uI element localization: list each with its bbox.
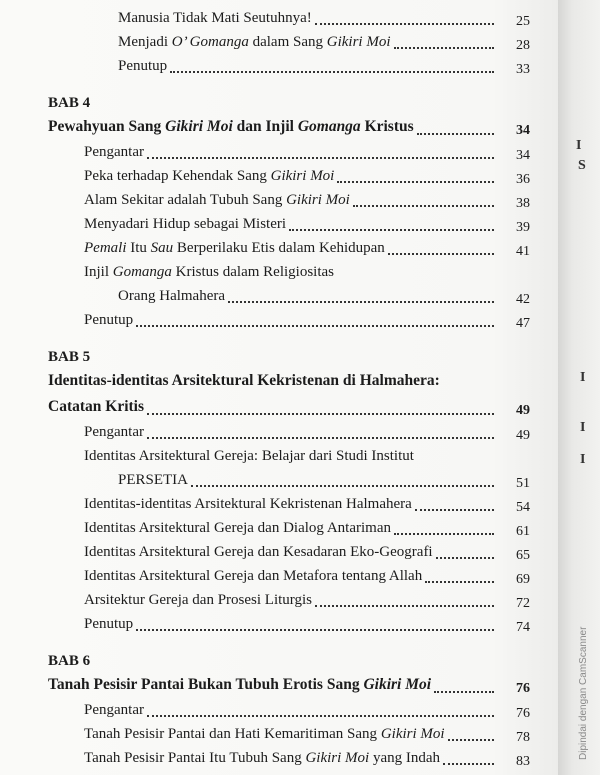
entry-title (48, 672, 431, 698)
dot-leader (394, 533, 494, 535)
entry-title (84, 164, 334, 188)
italic-term: Pemali (84, 240, 127, 256)
entry-title (84, 212, 286, 236)
dot-leader (147, 157, 494, 159)
page-number: 72 (516, 596, 530, 611)
toc-entry[interactable] (48, 164, 530, 188)
dot-leader (315, 605, 494, 607)
toc-entry[interactable] (48, 564, 530, 588)
entry-title (48, 368, 440, 394)
entry-title (84, 492, 412, 516)
page-number: 28 (516, 38, 530, 53)
text-run: Identitas-identitas Arsitektural Kekristenan Halmahera (84, 496, 412, 512)
text-run: Peka terhadap Kehendak Sang (84, 168, 271, 184)
page-number: 34 (516, 148, 530, 163)
italic-term: O’ Gomanga (171, 34, 249, 50)
page-number: 49 (516, 428, 530, 443)
entry-title (84, 746, 440, 770)
dot-leader (337, 181, 494, 183)
entry-title (84, 698, 144, 722)
dot-leader (434, 691, 494, 693)
text-run: yang Indah (369, 750, 441, 766)
entry-title (118, 284, 225, 308)
italic-term: Gomanga (297, 118, 361, 135)
text-run: Penutup (84, 312, 134, 328)
toc-entry[interactable] (48, 540, 530, 564)
toc-entry[interactable] (48, 444, 530, 468)
text-run: Manusia Tidak Mati Seutuhnya! (118, 10, 312, 26)
page-number: 39 (516, 220, 530, 235)
text-run: Menjadi (118, 34, 172, 50)
text-run: Identitas Arsitektural Gereja dan Kesadaran Eko-Geografi (84, 544, 433, 560)
page-number: 33 (516, 62, 530, 77)
chapter-title[interactable] (48, 368, 530, 394)
edge-mark: I (576, 138, 582, 153)
dot-leader (191, 485, 494, 487)
entry-title (84, 188, 350, 212)
page-number: 76 (516, 706, 530, 721)
text-run: Tanah Pesisir Pantai dan Hati Kemaritiman Sang (84, 726, 381, 742)
text-run: Pengantar (84, 702, 144, 718)
page-number: 34 (516, 123, 530, 138)
toc-entry[interactable] (48, 6, 530, 30)
toc-entry[interactable] (48, 54, 530, 78)
chapter-title[interactable] (48, 114, 530, 140)
text-run: Pengantar (84, 424, 144, 440)
toc-entry[interactable] (48, 588, 530, 612)
dot-leader (315, 23, 494, 25)
text-run: Identitas Arsitektural Gereja dan Metafora tentang Allah (84, 568, 423, 584)
table-of-contents (48, 6, 530, 770)
toc-entry[interactable] (48, 420, 530, 444)
page-number: 41 (516, 244, 530, 259)
toc-entry[interactable] (48, 516, 530, 540)
page-number: 38 (516, 196, 530, 211)
italic-term: Gikiri Moi (305, 750, 370, 766)
page-number: 49 (516, 403, 530, 418)
text-run: Kristus dalam Religiositas (171, 264, 334, 280)
chapter-title[interactable] (48, 672, 530, 698)
entry-title (118, 468, 188, 492)
text-run: Alam Sekitar adalah Tubuh Sang (84, 192, 287, 208)
text-run: dan Injil (232, 118, 298, 135)
entry-title (84, 516, 391, 540)
entry-title (48, 394, 144, 420)
page-number: 69 (516, 572, 530, 587)
chapter-label: BAB 4 (48, 95, 91, 111)
toc-entry[interactable] (48, 722, 530, 746)
text-run: Penutup (118, 58, 168, 74)
toc-entry[interactable] (48, 284, 530, 308)
toc-entry[interactable] (48, 260, 530, 284)
page-number: 36 (516, 172, 530, 187)
dot-leader (147, 715, 494, 717)
italic-term: Gikiri Moi (270, 168, 335, 184)
scanner-watermark (578, 610, 594, 770)
toc-entry[interactable] (48, 492, 530, 516)
toc-entry[interactable] (48, 212, 530, 236)
edge-mark: I (580, 420, 586, 435)
toc-entry[interactable] (48, 746, 530, 770)
edge-mark: S (578, 158, 586, 173)
text-run: Orang Halmahera (118, 288, 226, 304)
entry-title (84, 444, 414, 468)
page-number: 61 (516, 524, 530, 539)
page-number: 25 (516, 14, 530, 29)
dot-leader (436, 557, 494, 559)
italic-term: Gikiri Moi (363, 676, 432, 693)
edge-mark: I (580, 370, 586, 385)
dot-leader (394, 47, 494, 49)
entry-title (118, 54, 167, 78)
dot-leader (415, 509, 494, 511)
page-number: 83 (516, 754, 530, 769)
text-run: Identitas Arsitektural Gereja: Belajar dari Studi Institut (84, 448, 414, 464)
text-run: Arsitektur Gereja dan Prosesi Liturgis (84, 592, 313, 608)
text-run: Pengantar (84, 144, 144, 160)
dot-leader (417, 133, 494, 135)
toc-entry[interactable] (48, 188, 530, 212)
text-run: Pewahyuan Sang (48, 118, 166, 135)
toc-entry[interactable] (48, 698, 530, 722)
dot-leader (388, 253, 494, 255)
text-run: Menyadari Hidup sebagai Misteri (84, 216, 287, 232)
entry-title (84, 588, 312, 612)
text-run: Tanah Pesisir Pantai Bukan Tubuh Erotis Sang (48, 676, 364, 693)
entry-title (84, 722, 445, 746)
dot-leader (448, 739, 494, 741)
dot-leader (136, 629, 494, 631)
page-number: 76 (516, 681, 530, 696)
entry-title (84, 612, 133, 636)
edge-mark: I (580, 452, 586, 467)
text-run: Tanah Pesisir Pantai Itu Tubuh Sang (84, 750, 306, 766)
dot-leader (170, 71, 494, 73)
entry-title (118, 30, 391, 54)
text-run: Itu (126, 240, 151, 256)
chapter-label: BAB 5 (48, 349, 91, 365)
toc-entry[interactable] (48, 140, 530, 164)
entry-title (84, 260, 334, 284)
text-run: Identitas Arsitektural Gereja dan Dialog Antariman (84, 520, 391, 536)
text-run: Kristus (360, 118, 414, 135)
toc-entry[interactable] (48, 236, 530, 260)
toc-entry[interactable] (48, 308, 530, 332)
text-run: Identitas-identitas Arsitektural Kekristenan di Halmahera: (48, 372, 440, 389)
italic-term: Gikiri Moi (286, 192, 350, 208)
page-number: 54 (516, 500, 530, 515)
dot-leader (147, 437, 494, 439)
chapter-title[interactable] (48, 394, 530, 420)
entry-title (84, 308, 133, 332)
entry-title (84, 564, 422, 588)
text-run: Injil (84, 264, 113, 280)
page-number: 51 (516, 476, 530, 491)
entry-title (84, 236, 385, 260)
italic-term: Gikiri Moi (380, 726, 445, 742)
italic-term: Gikiri Moi (165, 118, 233, 135)
dot-leader (147, 413, 494, 415)
italic-term: Gikiri Moi (326, 34, 391, 50)
text-run: Catatan Kritis (48, 398, 145, 415)
entry-title (84, 540, 433, 564)
page-number: 74 (516, 620, 530, 635)
dot-leader (443, 763, 494, 765)
chapter-label: BAB 6 (48, 653, 91, 669)
dot-leader (289, 229, 494, 231)
italic-term: Sau (150, 240, 174, 256)
text-run: Berperilaku Etis dalam Kehidupan (173, 240, 385, 256)
text-run: Penutup (84, 616, 134, 632)
entry-title (84, 140, 144, 164)
text-run: PERSETIA (118, 472, 189, 488)
page-number: 78 (516, 730, 530, 745)
page-number: 65 (516, 548, 530, 563)
italic-term: Gomanga (112, 264, 172, 280)
dot-leader (136, 325, 494, 327)
entry-title (118, 6, 312, 30)
page-number: 42 (516, 292, 530, 307)
toc-entry[interactable] (48, 468, 530, 492)
dot-leader (353, 205, 494, 207)
entry-title (84, 420, 144, 444)
dot-leader (425, 581, 494, 583)
scanner-watermark-text: Dipindai dengan CamScanner (578, 626, 589, 760)
page-number: 47 (516, 316, 530, 331)
toc-entry[interactable] (48, 612, 530, 636)
dot-leader (228, 301, 494, 303)
text-run: dalam Sang (248, 34, 327, 50)
entry-title (48, 114, 414, 140)
toc-entry[interactable] (48, 30, 530, 54)
